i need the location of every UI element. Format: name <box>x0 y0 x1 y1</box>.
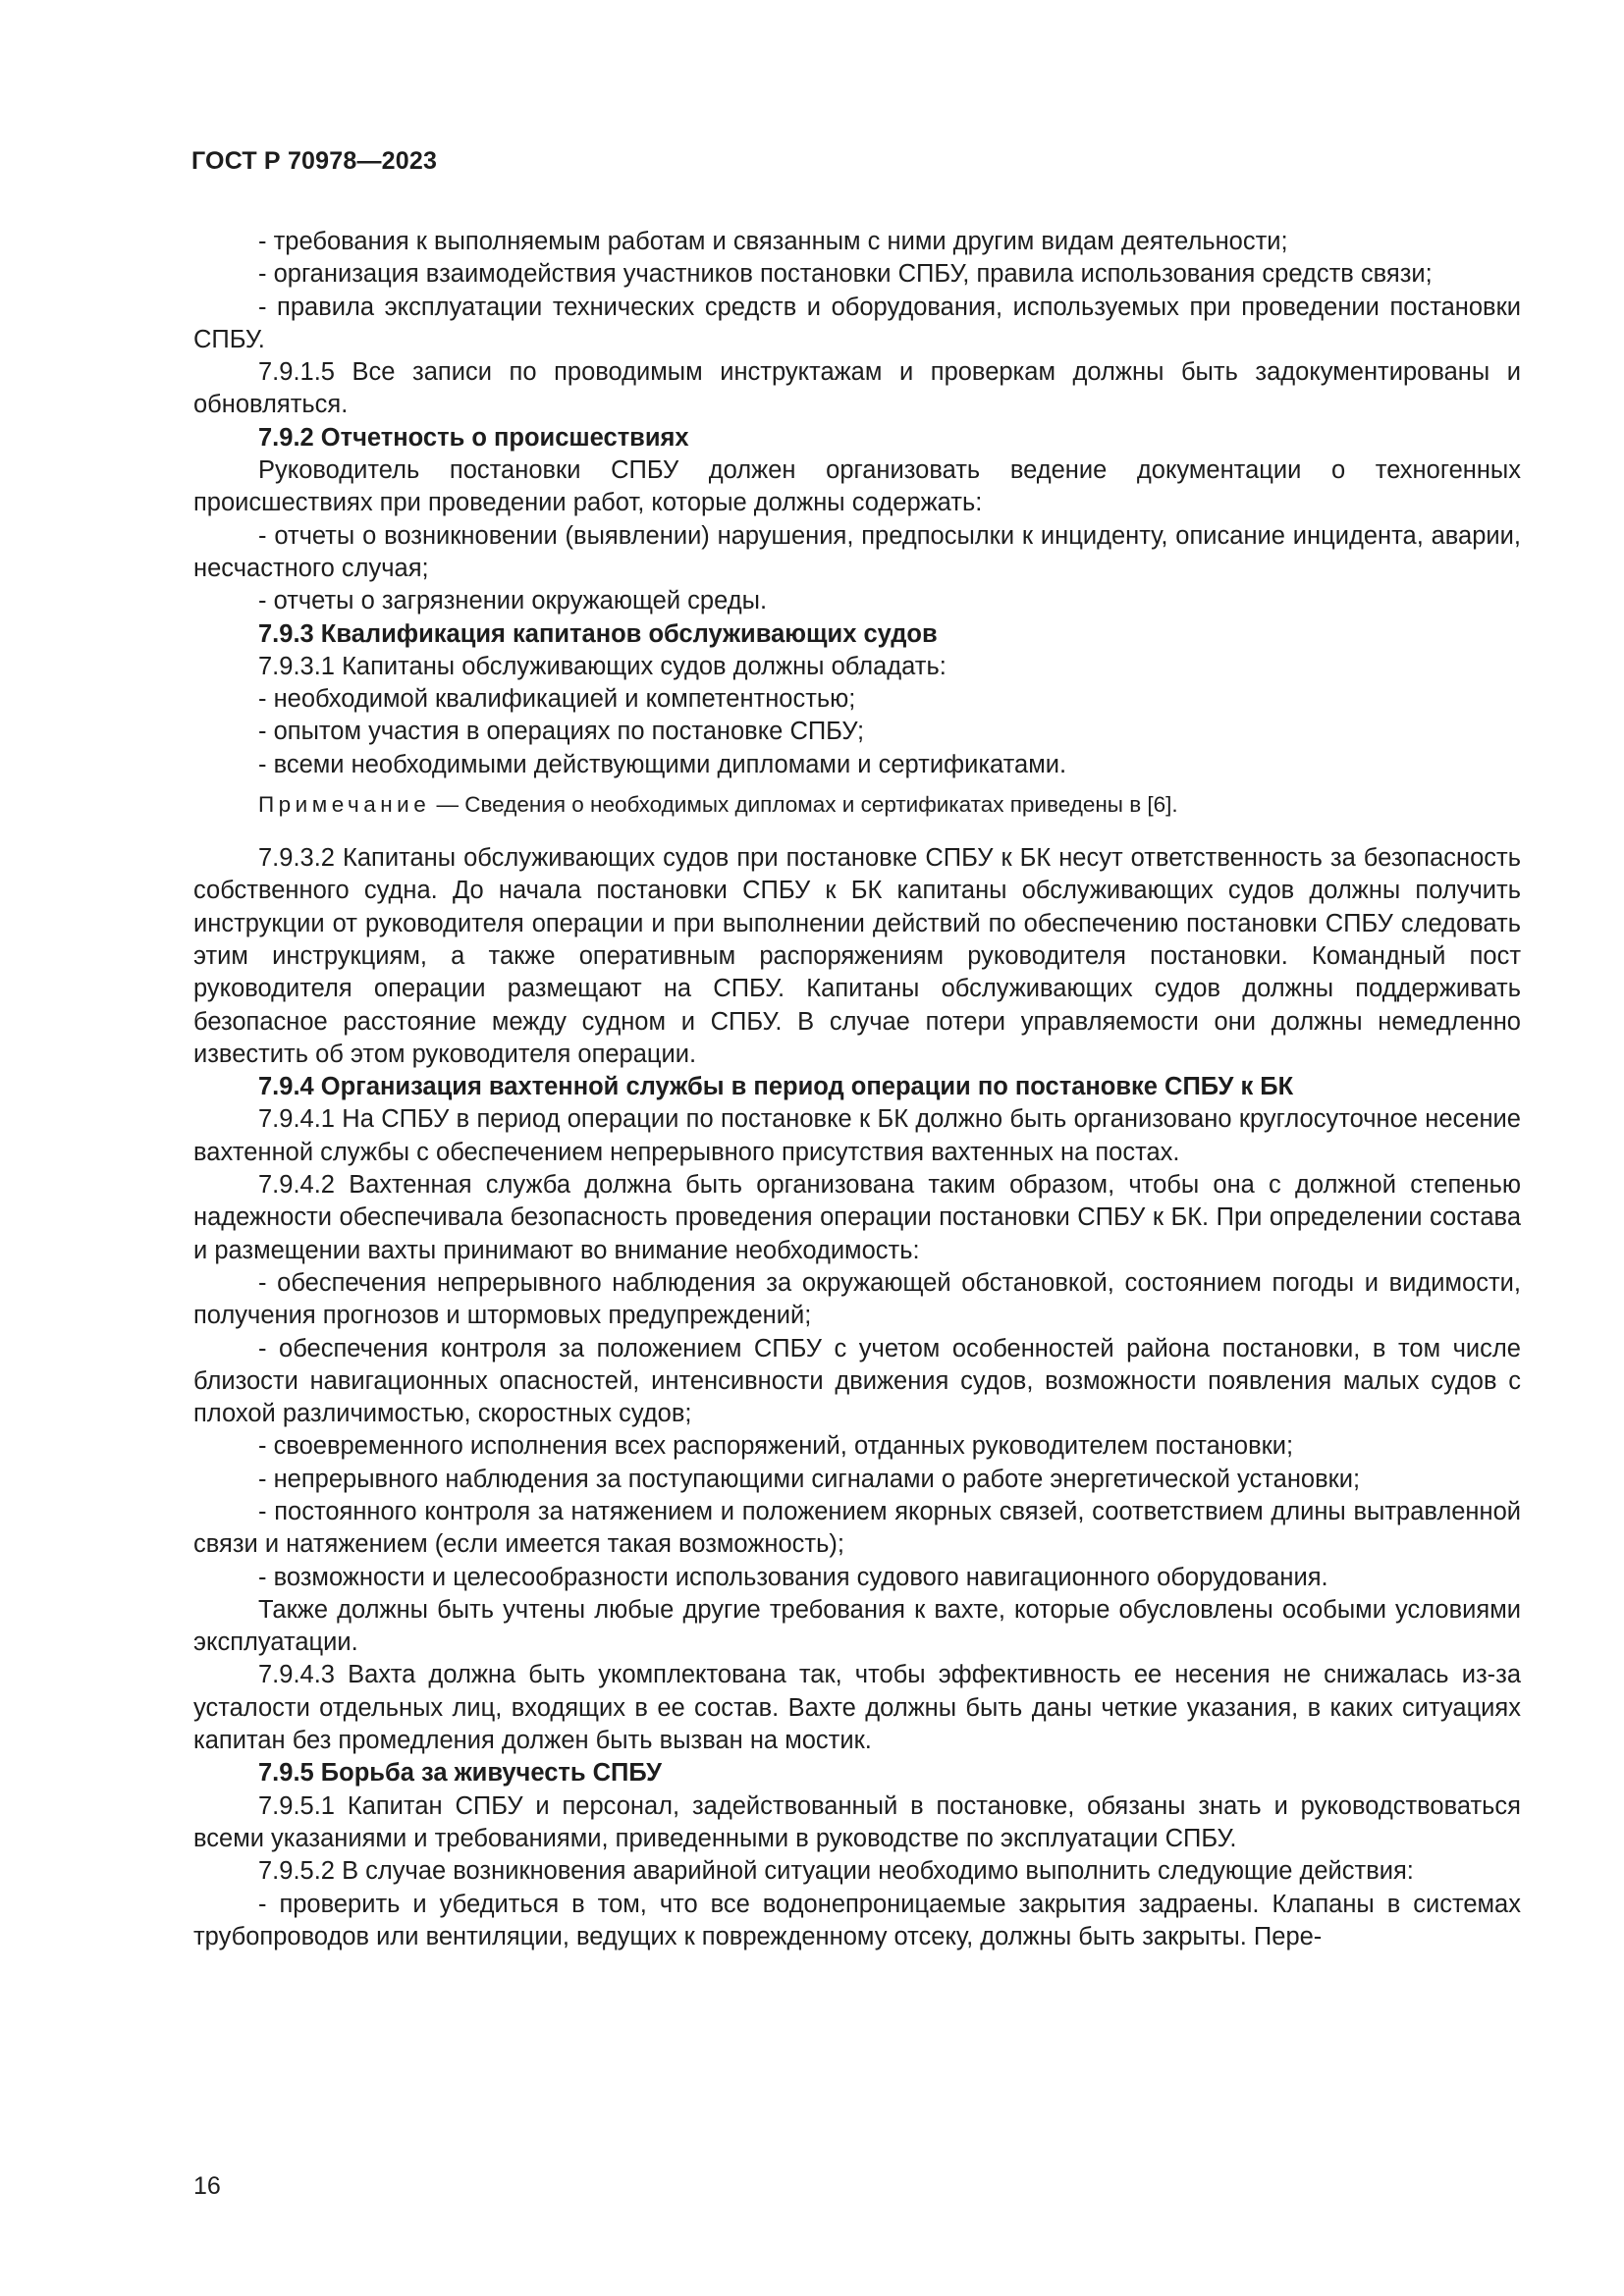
body-paragraph: - опытом участия в операциях по постановке СПБУ; <box>258 718 865 746</box>
body-paragraph: 7.9.3.2 Капитаны обслуживающих судов при постановке СПБУ к БК несут ответственность за безопасность собственного судна. До начала постановки СПБУ к БК капитаны обслуживающих судов должны получить инструкции от руководителя операции и при выполнении действий по обеспечению постановки СПБУ следовать этим инструкциям, а также оперативным распоряжениям руководителя постановки. Командный пост руководителя операции размещают на СПБУ. Капитаны обслуживающих судов должны поддерживать безопасное расстояние между судном и СПБУ. В случае потери управляемости они должны немедленно известить об этом руководителя операции. <box>193 844 1521 1068</box>
body-paragraph: - всеми необходимыми действующими дипломами и сертификатами. <box>258 750 1067 778</box>
section-heading: 7.9.3 Квалификация капитанов обслуживающих судов <box>258 619 938 648</box>
body-paragraph: - постоянного контроля за натяжением и положением якорных связей, соответствием длины вытравленной связи и натяжением (если имеется такая возможность); <box>193 1497 1521 1559</box>
body-paragraph: - правила эксплуатации технических средств и оборудования, используемых при проведении постановки СПБУ. <box>193 293 1521 353</box>
body-paragraph: - обеспечения непрерывного наблюдения за окружающей обстановкой, состоянием погоды и видимости, получения прогнозов и штормовых предупреждений; <box>193 1268 1521 1330</box>
body-paragraph: - проверить и убедиться в том, что все водонепроницаемые закрытия задраены. Клапаны в системах трубопроводов или вентиляции, ведущих к поврежденному отсеку, должны быть закрыты. Пере- <box>193 1890 1521 1950</box>
body-paragraph: - отчеты о загрязнении окружающей среды. <box>258 587 768 615</box>
section-heading: 7.9.5 Борьба за живучесть СПБУ <box>258 1759 662 1788</box>
page-number: 16 <box>193 2172 221 2200</box>
body-paragraph: 7.9.4.2 Вахтенная служба должна быть организована таким образом, чтобы она с должной степенью надежности обеспечивала безопасность проведения операции постановки СПБУ к БК. При определении состава и размещении вахты принимают во внимание необходимость: <box>193 1171 1521 1264</box>
body-paragraph: 7.9.5.1 Капитан СПБУ и персонал, задействованный в постановке, обязаны знать и руководствоваться всеми указаниями и требованиями, приведенными в руководстве по эксплуатации СПБУ. <box>193 1791 1521 1852</box>
body-paragraph: 7.9.4.1 На СПБУ в период операции по постановке к БК должно быть организовано круглосуточное несение вахтенной службы с обеспечением непрерывного присутствия вахтенных на постах. <box>193 1105 1521 1166</box>
note-text: — Сведения о необходимых дипломах и сертификатах приведены в [6]. <box>430 792 1178 818</box>
body-paragraph: 7.9.3.1 Капитаны обслуживающих судов должны обладать: <box>258 652 947 680</box>
body-paragraph: - возможности и целесообразности использования судового навигационного оборудования. <box>258 1563 1328 1591</box>
note-label: Примечание <box>258 792 431 818</box>
body-paragraph: 7.9.4.3 Вахта должна быть укомплектована так, чтобы эффективность ее несения не снижалась из-за усталости отдельных лиц, входящих в ее состав. Вахте должны быть даны четкие указания, в каких ситуациях капитан без промедления должен быть вызван на мостик. <box>193 1661 1521 1755</box>
body-paragraph: - организация взаимодействия участников постановки СПБУ, правила использования средств связи; <box>258 260 1433 289</box>
body-paragraph: 7.9.5.2 В случае возникновения аварийной ситуации необходимо выполнить следующие действия: <box>258 1857 1414 1886</box>
body-paragraph: - непрерывного наблюдения за поступающими сигналами о работе энергетической установки; <box>258 1465 1361 1493</box>
body-paragraph: - отчеты о возникновении (выявлении) нарушения, предпосылки к инциденту, описание инцидента, аварии, несчастного случая; <box>193 521 1521 582</box>
body-paragraph: - своевременного исполнения всех распоряжений, отданных руководителем постановки; <box>258 1432 1294 1461</box>
body-paragraph: Также должны быть учтены любые другие требования к вахте, которые обусловлены особыми условиями эксплуатации. <box>193 1595 1521 1657</box>
body-paragraph: Руководитель постановки СПБУ должен организовать ведение документации о техногенных происшествиях при проведении работ, которые должны содержать: <box>193 456 1521 517</box>
body-paragraph: - требования к выполняемым работам и связанным с ними другим видам деятельности; <box>258 228 1288 255</box>
document-code: ГОСТ Р 70978—2023 <box>191 147 438 175</box>
note-paragraph <box>193 790 1521 820</box>
section-heading: 7.9.2 Отчетность о происшествиях <box>258 423 689 452</box>
document-body <box>193 226 1521 1953</box>
body-paragraph: - необходимой квалификацией и компетентностью; <box>258 685 856 714</box>
section-heading: 7.9.4 Организация вахтенной службы в период операции по постановке СПБУ к БК <box>258 1073 1294 1101</box>
body-paragraph: - обеспечения контроля за положением СПБУ с учетом особенностей района постановки, в том числе близости навигационных опасностей, интенсивности движения судов, возможности появления малых судов с плохой различимостью, скоростных судов; <box>193 1334 1521 1428</box>
body-paragraph: 7.9.1.5 Все записи по проводимым инструктажам и проверкам должны быть задокументированы и обновляться. <box>193 358 1521 419</box>
